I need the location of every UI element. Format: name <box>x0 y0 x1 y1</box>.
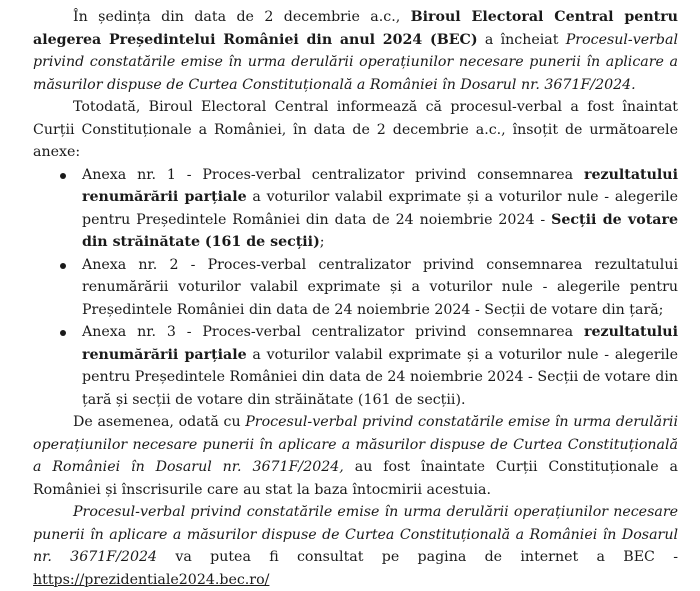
paragraph-annexes-intro <box>33 96 678 164</box>
bullet-icon <box>60 330 66 336</box>
bullet-icon <box>60 263 66 269</box>
paragraph-consult-website <box>33 501 678 591</box>
paragraph-documents-forwarded <box>33 411 678 501</box>
text-segment: au fost înaintate Curții Constituționale a României și înscrisurile care au stat la baza întocmirii acestuia. <box>33 459 678 498</box>
text-segment: În ședința din data de 2 decembrie a.c., <box>73 9 411 25</box>
text-segment: De asemenea, odată cu <box>73 414 246 430</box>
bold-segment: rezultatului renumărării parțiale <box>82 166 678 205</box>
text-segment: Anexa nr. 3 - Proces-verbal centralizator privind consemnarea <box>82 324 585 340</box>
paragraph-bec-report <box>33 6 678 96</box>
text-segment: Totodată, Biroul Electoral Central informează că procesul-verbal a fost înaintat Curții Constituționale a României, în data de 2 decembrie a.c., însoțit de următoarele anexe: <box>33 99 678 160</box>
bold-segment: rezultatului renumărării parțiale <box>82 324 678 363</box>
text-segment: Anexa nr. 2 - Proces-verbal centralizator privind consemnarea rezultatului renumărării voturilor valabil exprimate și a voturilor nule - alegerile pentru Președintele României din data de 24 noiembrie 2024 - Secții de votare din țară; <box>82 256 678 318</box>
italic-segment-report-title: Procesul-verbal privind constatările emise în urma derulării operațiunilor necesare punerii în aplicare a măsurilor dispuse de Curtea Constituțională a României în Dosarul nr. 3671F/2024. <box>33 31 678 93</box>
italic-segment-report-title: Procesul-verbal privind constatările emise în urma derulării operațiunilor necesare punerii în aplicare a măsurilor dispuse de Curtea Constituțională a României în Dosarul nr. 3671F/2024, <box>33 414 678 475</box>
text-segment: ; <box>319 234 325 250</box>
text-segment: a voturilor valabil exprimate și a voturilor nule - alegerile pentru Președintele României din data de 24 noiembrie 2024 - <box>82 189 678 228</box>
text-segment: a voturilor valabil exprimate și a voturilor nule - alegerile pentru Președintele României din data de 24 noiembrie 2024 - Secții de votare din țară și secții de votare din străinătate (161 de secții). <box>82 346 678 408</box>
annex-item-3 <box>60 321 678 411</box>
italic-segment-report-title: Procesul-verbal privind constatările emise în urma derulării operațiunilor necesare punerii în aplicare a măsurilor dispuse de Curtea Constituțională a României în Dosarul nr. 3671F/2024 <box>33 504 678 565</box>
text-segment: va putea fi consultat pe pagina de internet a BEC - <box>157 549 679 565</box>
bullet-icon <box>60 173 66 179</box>
bec-website-link[interactable]: https://prezidentiale2024.bec.ro/ <box>33 571 270 588</box>
text-segment: a încheiat <box>477 31 566 48</box>
annex-item-1 <box>60 164 678 254</box>
text-segment: Anexa nr. 1 - Proces-verbal centralizator privind consemnarea <box>82 166 585 183</box>
bold-segment-bec-name: Biroul Electoral Central pentru alegerea Președintelui României din anul 2024 (BEC) <box>33 9 678 48</box>
annex-item-2 <box>60 254 678 322</box>
annex-list <box>33 164 678 412</box>
bold-segment: Secții de votare din străinătate (161 de secții) <box>82 211 678 250</box>
